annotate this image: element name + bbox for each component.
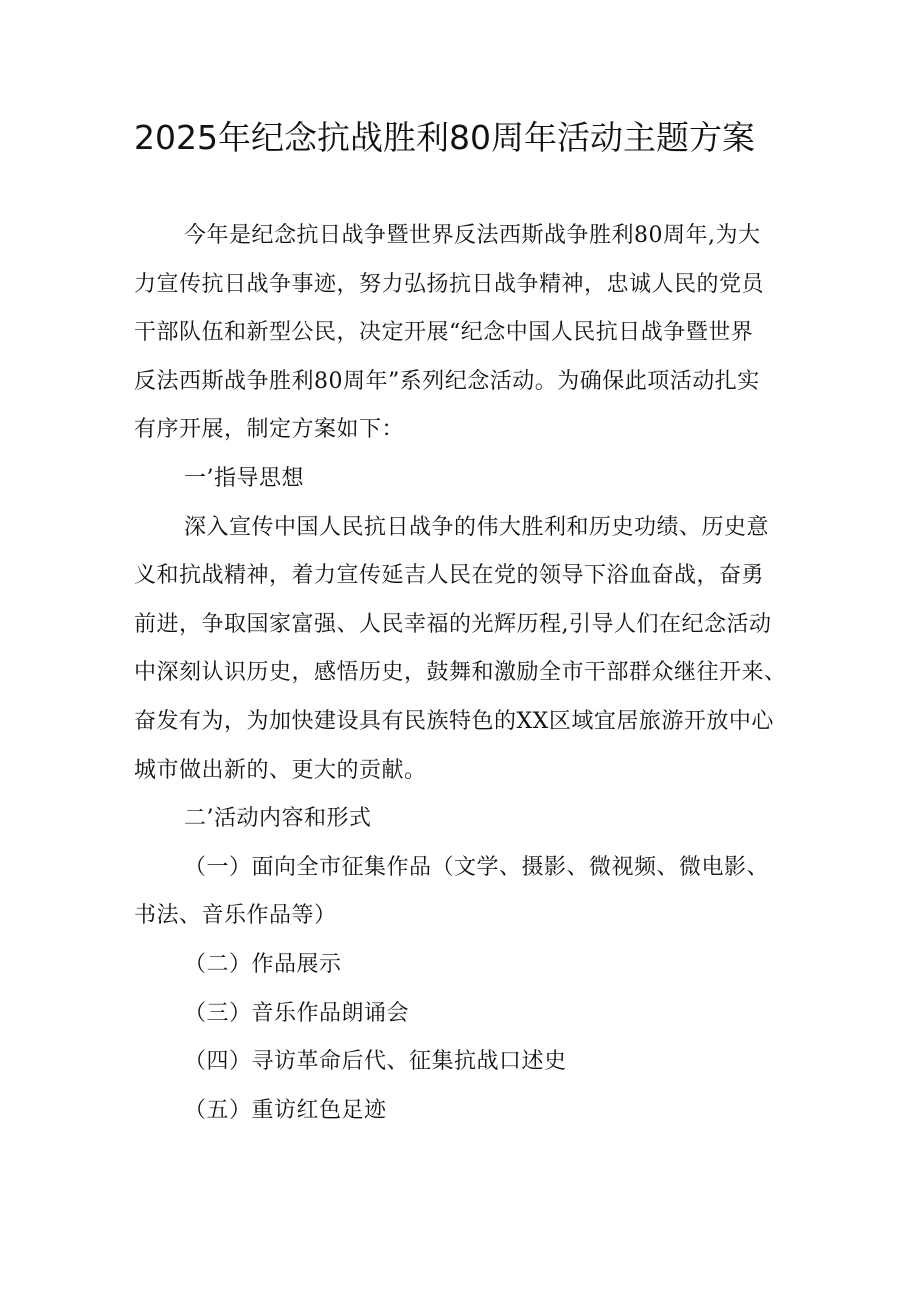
paragraph-line: 义和抗战精神，着力宣传延吉人民在党的领导下浴血奋战，奋勇: [134, 563, 765, 589]
activity-item-line: （一）面向全市征集作品（文学、摄影、微视频、微电影、: [184, 854, 770, 880]
activity-item-line: 书法、音乐作品等）: [134, 903, 337, 929]
section-heading-guiding-ideology: 一’指导思想: [184, 465, 304, 491]
intro-line: 反法西斯战争胜利80周年”系列纪念活动。为确保此项活动扎实: [134, 368, 760, 394]
activity-item-5: （五）重访红色足迹: [184, 1097, 387, 1123]
activity-item-3: （三）音乐作品朗诵会: [184, 1000, 410, 1026]
intro-paragraph: [134, 212, 796, 455]
activity-item-1: [134, 844, 796, 941]
paragraph-line: 中深刻认识历史，感悟历史，鼓舞和激励全市干部群众继往开来、: [134, 660, 787, 686]
paragraph-line: 奋发有为，为加快建设具有民族特色的XX区域宜居旅游开放中心: [134, 708, 774, 734]
intro-line: 干部队伍和新型公民，决定开展“纪念中国人民抗日战争暨世界: [134, 320, 754, 346]
guiding-ideology-paragraph: [134, 504, 796, 796]
paragraph-line: 深入宣传中国人民抗日战争的伟大胜利和历史功绩、历史意: [184, 514, 770, 540]
document-title: 2025年纪念抗战胜利80周年活动主题方案: [134, 118, 755, 157]
intro-line: 力宣传抗日战争事迹，努力弘扬抗日战争精神，忠诚人民的党员: [134, 271, 765, 297]
intro-line: 今年是纪念抗日战争暨世界反法西斯战争胜利80周年,为大: [184, 223, 761, 248]
activity-item-4: （四）寻访革命后代、征集抗战口述史: [184, 1049, 567, 1075]
section-heading-activities: 二’活动内容和形式: [184, 806, 372, 832]
document-body: [134, 212, 796, 1135]
paragraph-line: 前进，争取国家富强、人民幸福的光辉历程,引导人们在纪念活动: [134, 611, 772, 637]
intro-line: 有序开展，制定方案如下：: [134, 417, 405, 443]
paragraph-line: 城市做出新的、更大的贡献。: [134, 757, 427, 783]
activity-item-2: （二）作品展示: [184, 951, 342, 977]
